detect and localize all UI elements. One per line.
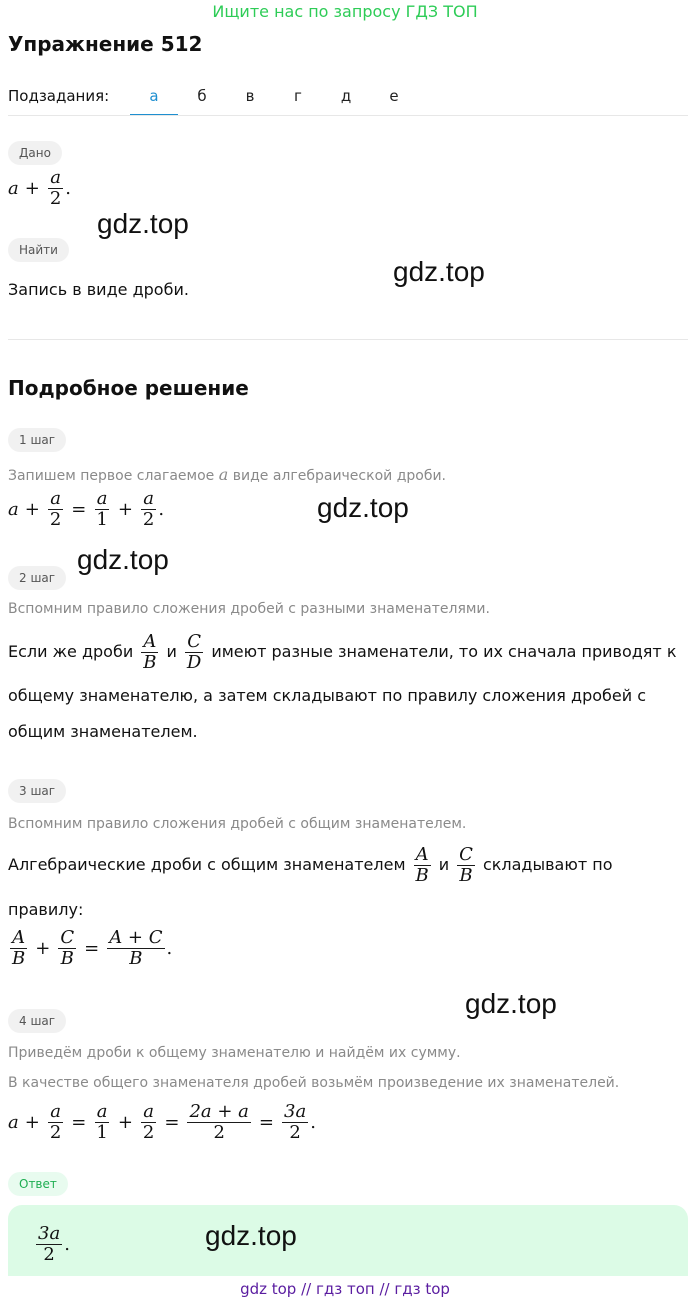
tab-g[interactable]: г — [294, 87, 302, 105]
step-2-pill: 2 шаг — [8, 566, 66, 590]
step-1-note: Запишем первое слагаемое a виде алгебраической дроби. — [8, 465, 447, 484]
subtask-tabs — [130, 78, 418, 116]
exercise-title: Упражнение 512 — [8, 32, 203, 56]
answer-expression: $\frac{3a}{2}$ . — [38, 1223, 70, 1265]
step-1-expression: a + $\frac{a}{2}$ = $\frac{a}{1}$ + $\frac{a}{2}$ . — [8, 488, 165, 530]
step-3-formula: $\frac{A}{B}$ + $\frac{C}{B}$ = $\frac{A + C}{B}$ . — [12, 927, 173, 969]
tabs-divider — [8, 115, 688, 116]
given-pill: Дано — [8, 141, 62, 165]
step-4-expression: a + $\frac{a}{2}$ = $\frac{a}{1}$ + $\frac{a}{2}$ = $\frac{2a + a}{2}$ = $\frac{3a}{2}$ . — [8, 1101, 316, 1143]
given-expression: a + $\frac{a}{2}$ . — [8, 167, 72, 209]
answer-box — [8, 1205, 688, 1285]
watermark: gdz.top — [97, 208, 189, 239]
watermark: gdz.top — [317, 492, 409, 523]
subtasks-label: Подзадания: — [8, 87, 110, 105]
step-3-rule-text: Алгебраические дроби с общим знаменателем $\frac{A}{B}$ и $\frac{C}{B}$ складывают по правилу: — [8, 843, 613, 919]
tab-a[interactable]: а — [130, 78, 178, 116]
step-3-pill: 3 шаг — [8, 779, 66, 803]
watermark: gdz.top — [77, 544, 169, 575]
watermark: gdz.top — [205, 1220, 297, 1251]
watermark: gdz.top — [393, 256, 485, 287]
step-1-pill: 1 шаг — [8, 428, 66, 452]
tab-e[interactable]: е — [389, 87, 399, 105]
answer-pill: Ответ — [8, 1172, 68, 1196]
watermark: gdz.top — [465, 988, 557, 1019]
find-text: Запись в виде дроби. — [8, 280, 189, 299]
step-4-note-2: В качестве общего знаменателя дробей возьмём произведение их знаменателей. — [8, 1075, 620, 1091]
tab-v[interactable]: в — [245, 87, 255, 105]
tab-d[interactable]: д — [340, 87, 352, 105]
promo-banner: Ищите нас по запросу ГДЗ ТОП — [212, 2, 478, 21]
step-2-note: Вспомним правило сложения дробей с разными знаменателями. — [8, 601, 490, 617]
solution-heading: Подробное решение — [8, 376, 249, 400]
find-pill: Найти — [8, 238, 69, 262]
section-divider — [8, 339, 688, 340]
footer-links[interactable]: gdz top // гдз топ // гдз top — [0, 1276, 690, 1302]
step-4-note-1: Приведём дроби к общему знаменателю и найдём их сумму. — [8, 1045, 461, 1061]
step-4-pill: 4 шаг — [8, 1009, 66, 1033]
step-2-rule-text: Если же дроби $\frac{A}{B}$ и $\frac{C}{D}$ имеют разные знаменатели, то их сначала приводят к общему знаменателю, а затем складывают по правилу сложения дробей с общим знаменателем. — [8, 630, 677, 741]
tab-b[interactable]: б — [197, 87, 207, 105]
step-3-note: Вспомним правило сложения дробей с общим знаменателем. — [8, 816, 467, 832]
